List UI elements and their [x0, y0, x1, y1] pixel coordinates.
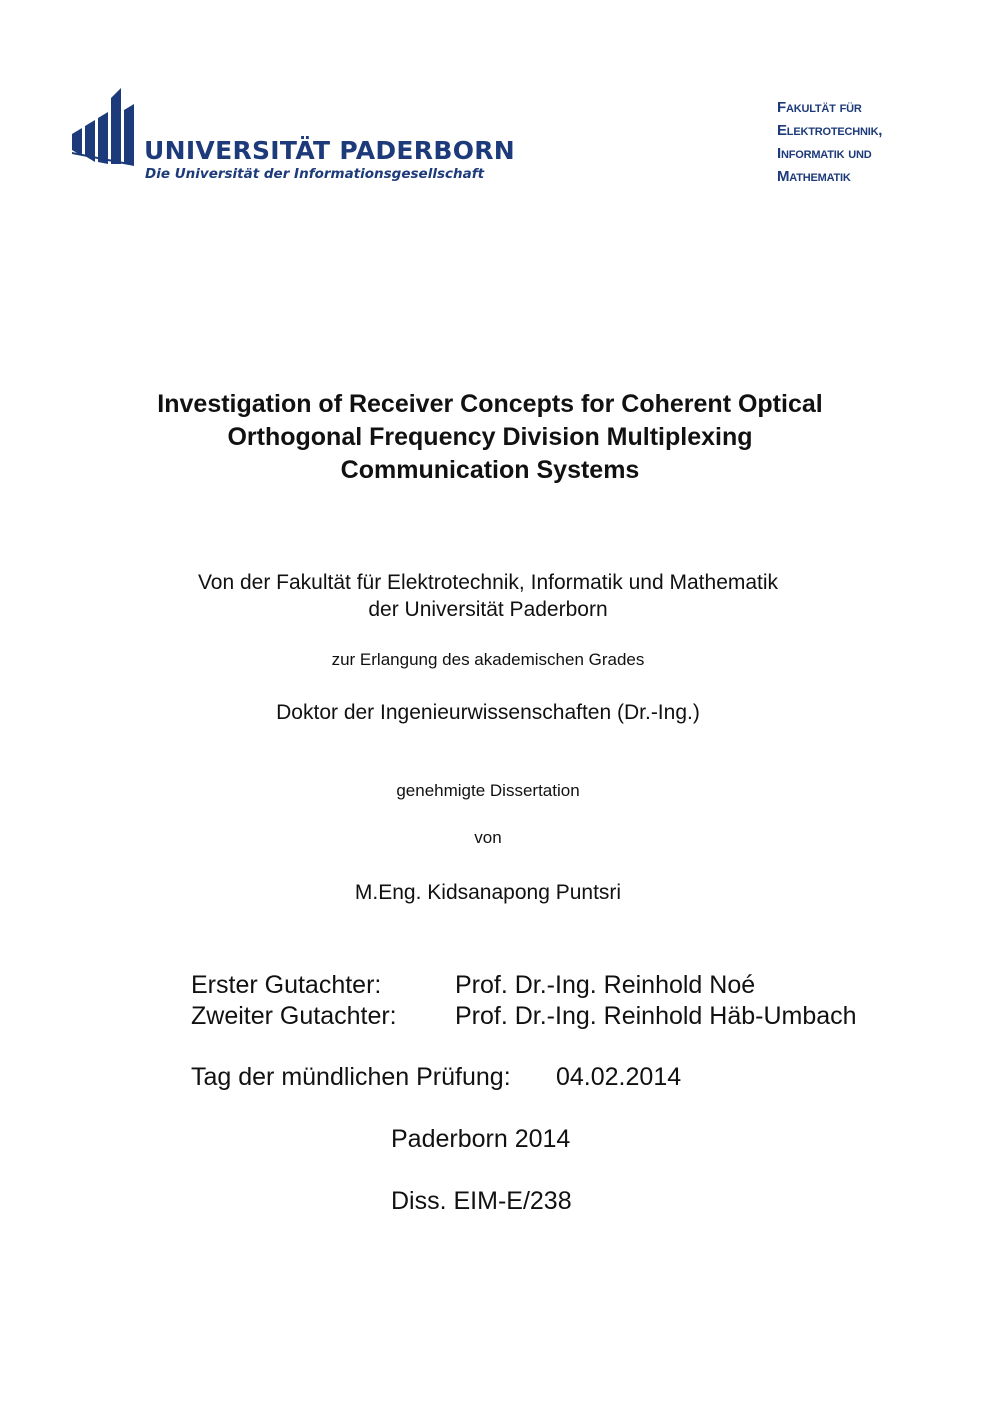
- thesis-title-line: Communication Systems: [340, 456, 640, 484]
- approved-dissertation: genehmigte Dissertation: [396, 781, 580, 800]
- thesis-title: [100, 388, 880, 487]
- submitting-faculty: [100, 569, 876, 623]
- degree: Doktor der Ingenieurwissenschaften (Dr.-Ing.): [276, 701, 700, 724]
- exam-date: 04.02.2014: [556, 1063, 682, 1091]
- university-logo: [72, 86, 516, 191]
- exam-date-label: Tag der mündlichen Prüfung:: [191, 1063, 511, 1091]
- dissertation-number: Diss. EIM-E/238: [391, 1187, 572, 1215]
- reviewer-name: Prof. Dr.-Ing. Reinhold Noé: [455, 971, 756, 999]
- submitting-faculty-line: der Universität Paderborn: [368, 598, 608, 621]
- faculty-line: Informatik und: [777, 145, 872, 162]
- university-emblem-icon: [72, 86, 136, 166]
- faculty-line: Fakultät für: [777, 99, 862, 116]
- submitting-faculty-line: Von der Fakultät für Elektrotechnik, Informatik und Mathematik: [197, 571, 779, 594]
- faculty-line: Mathematik: [777, 168, 851, 185]
- by-label: von: [474, 828, 502, 847]
- university-tagline: Die Universität der Informationsgesellschaft: [145, 166, 485, 182]
- author-name: M.Eng. Kidsanapong Puntsri: [354, 881, 622, 904]
- thesis-title-line: Investigation of Receiver Concepts for Coherent Optical: [157, 390, 823, 418]
- reviewer-label: Erster Gutachter:: [191, 971, 382, 999]
- reviewer-label: Zweiter Gutachter:: [191, 1002, 397, 1030]
- university-name: UNIVERSITÄT PADERBORN: [144, 136, 516, 165]
- place-year: Paderborn 2014: [391, 1125, 571, 1153]
- degree-intro: zur Erlangung des akademischen Grades: [331, 650, 645, 669]
- faculty-name: [777, 96, 882, 188]
- faculty-line: Elektrotechnik,: [777, 122, 883, 139]
- reviewer-name: Prof. Dr.-Ing. Reinhold Häb-Umbach: [455, 1002, 857, 1030]
- thesis-title-line: Orthogonal Frequency Division Multiplexing: [227, 423, 753, 451]
